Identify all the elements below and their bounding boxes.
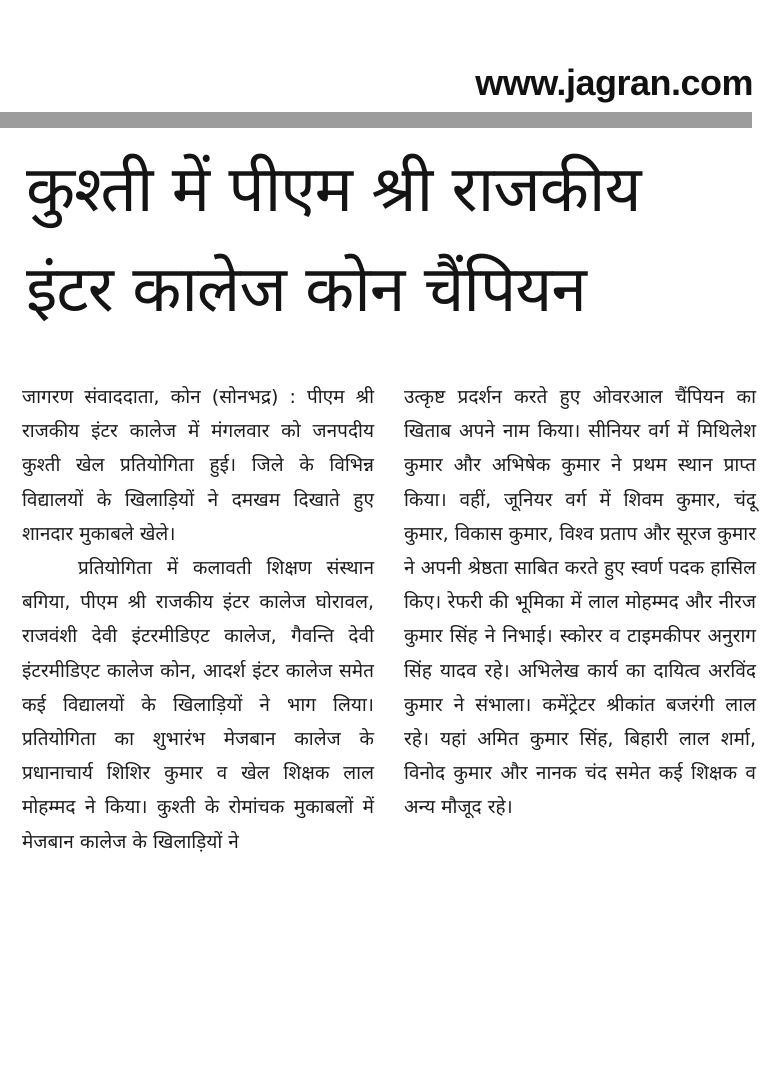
paragraph: उत्कृष्ट प्रदर्शन करते हुए ओवरआल चैंपियन का खिताब अपने नाम किया। सीनियर वर्ग में मिथिलेश कुमार और अभिषेक कुमार ने प्रथम स्थान प्राप्त किया। वहीं, जूनियर वर्ग में शिवम कुमार, चंदू कुमार, विकास कुमार, विश्व प्रताप और सूरज कुमार ने अपनी श्रेष्ठता साबित करते हुए स्वर्ण पदक हासिल किए। रेफरी की भूमिका में लाल मोहम्मद और नीरज कुमार सिंह ने निभाई। स्कोरर व टाइमकीपर अनुराग सिंह यादव रहे। अभिलेख कार्य का दायित्व अरविंद कुमार ने संभाला। कमेंट्रेटर श्रीकांत बजरंगी लाल रहे। यहां अमित कुमार सिंह, बिहारी लाल शर्मा, विनोद कुमार और नानक चंद समेत कई शिक्षक व अन्य मौजूद रहे। <box>404 386 757 819</box>
article-body <box>22 380 756 1050</box>
header-rule <box>0 112 752 128</box>
headline-line-1: कुश्ती में पीएम श्री राजकीय <box>26 153 641 227</box>
headline-line-2: इंटर कालेज कोन चैंपियन <box>26 253 586 327</box>
site-url: www.jagran.com <box>475 62 753 103</box>
headline <box>26 140 761 340</box>
paragraph: प्रतियोगिता में कलावती शिक्षण संस्थान बगिया, पीएम श्री राजकीय इंटर कालेज घोरावल, राजवंशी देवी इंटरमीडिएट कालेज, गैवन्ति देवी इंटरमीडिएट कालेज कोन, आदर्श इंटर कालेज समेत कई विद्यालयों के खिलाड़ियों ने भाग लिया। प्रतियोगिता का शुभारंभ मेजबान कालेज के प्रधानाचार्य शिशिर कुमार व खेल शिक्षक लाल मोहम्मद ने किया। कुश्ती के रोमांचक मुकाबलों में मेजबान कालेज के खिलाड़ियों ने <box>22 557 374 853</box>
column-right <box>404 380 756 1050</box>
column-left <box>22 380 374 1050</box>
paragraph: जागरण संवाददाता, कोन (सोनभद्र) : पीएम श्री राजकीय इंटर कालेज में मंगलवार को जनपदीय कुश्ती खेल प्रतियोगिता हुई। जिले के विभिन्न विद्यालयों के खिलाड़ियों ने दमखम दिखाते हुए शानदार मुकाबले खेले। <box>22 386 374 545</box>
